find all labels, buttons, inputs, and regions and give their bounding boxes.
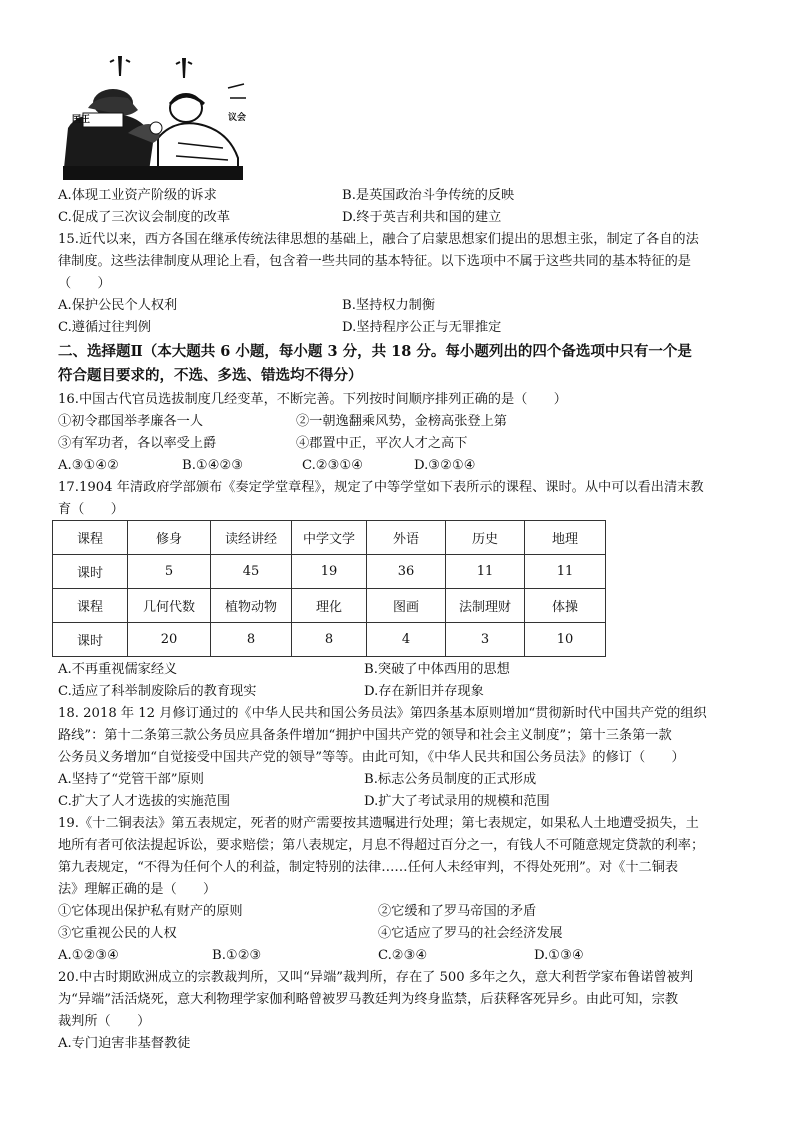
q17-option-d: D.存在新旧并存现象: [364, 684, 484, 699]
q14-option-a: A.体现工业资产阶级的诉求: [58, 188, 217, 203]
q16-option-a: A.③①④②: [58, 458, 120, 473]
q18-option-c: C.扩大了人才选拔的实施范围: [58, 794, 231, 809]
q17-option-c: C.适应了科举制废除后的教育现实: [58, 684, 257, 699]
q20-stem-line3: 裁判所（ ）: [58, 1014, 151, 1029]
table-cell: 理化: [292, 589, 367, 623]
q16-item-1: ①初令郡国举孝廉各一人: [58, 414, 204, 429]
table-cell: 图画: [367, 589, 446, 623]
table-cell: 课时: [53, 555, 128, 589]
q15-stem-line2: 律制度。这些法律制度从理论上看，包含着一些共同的基本特征。以下选项中不属于这些共同的基本特征的是: [58, 254, 691, 269]
q19-item-1: ①它体现出保护私有财产的原则: [58, 904, 243, 919]
q17-course-table: [52, 520, 606, 657]
q19-item-3: ③它重视公民的人权: [58, 926, 177, 941]
q14-option-d: D.终于英吉利共和国的建立: [342, 210, 502, 225]
q17-stem-line2: 育（ ）: [58, 502, 124, 517]
table-cell: 植物动物: [211, 589, 292, 623]
q14-option-c: C.促成了三次议会制度的改革: [58, 210, 231, 225]
table-row: [53, 521, 606, 555]
table-row: [53, 589, 606, 623]
q15-option-a: A.保护公民个人权利: [58, 298, 178, 313]
table-cell: 10: [525, 623, 606, 657]
q19-item-4: ④它适应了罗马的社会经济发展: [378, 926, 563, 941]
q20-option-a: A.专门迫害非基督教徒: [58, 1036, 191, 1051]
table-cell: 历史: [446, 521, 525, 555]
table-cell: 11: [525, 555, 606, 589]
table-cell: 课程: [53, 521, 128, 555]
table-cell: 体操: [525, 589, 606, 623]
q16-option-c: C.②③①④: [302, 458, 364, 473]
table-cell: 外语: [367, 521, 446, 555]
table-cell: 36: [367, 555, 446, 589]
cartoon-label-parliament: 议会: [228, 113, 247, 123]
q16-option-d: D.③②①④: [414, 458, 476, 473]
table-cell: 3: [446, 623, 525, 657]
table-cell: 几何代数: [128, 589, 211, 623]
table-cell: 11: [446, 555, 525, 589]
q19-option-c: C.②③④: [378, 948, 428, 963]
q15-stem-line3: （ ）: [58, 276, 111, 291]
table-cell: 4: [367, 623, 446, 657]
q17-stem-line1: 17.1904 年清政府学部颁布《奏定学堂章程》，规定了中等学堂如下表所示的课程、课时。从中可以看出清末教: [58, 480, 704, 495]
table-cell: 5: [128, 555, 211, 589]
table-cell: 8: [211, 623, 292, 657]
q16-item-4: ④郡置中正，平次人才之高下: [296, 436, 468, 451]
q20-stem-line2: 为“异端”活活烧死，意大利物理学家伽利略曾被罗马教廷判为终身监禁，后获释客死异乡。由此可知，宗教: [58, 992, 679, 1007]
q20-stem-line1: 20.中古时期欧洲成立的宗教裁判所，又叫“异端”裁判所，存在了 500 多年之久，意大利哲学家布鲁诺曾被判: [58, 970, 694, 985]
q18-option-b: B.标志公务员制度的正式形成: [364, 772, 537, 787]
table-cell: 19: [292, 555, 367, 589]
q15-option-c: C.遵循过往判例: [58, 320, 151, 335]
table-cell: 中学文学: [292, 521, 367, 555]
table-cell: 地理: [525, 521, 606, 555]
q18-option-a: A.坚持了“党管干部”原则: [58, 772, 204, 787]
q17-option-a: A.不再重视儒家经义: [58, 662, 178, 677]
q14-option-b: B.是英国政治斗争传统的反映: [342, 188, 515, 203]
q19-stem-line3: 第九表规定，“不得为任何个人的利益，制定特别的法律……任何人未经审判，不得处死刑”。对《十二铜表: [58, 860, 679, 875]
q18-stem-line2: 路线”：第十二条第三款公务员应具备条件增加“拥护中国共产党的领导和社会主义制度”；第十三条第一款: [58, 728, 672, 743]
table-row: [53, 623, 606, 657]
table-cell: 修身: [128, 521, 211, 555]
q16-option-b: B.①④②③: [182, 458, 244, 473]
q19-option-a: A.①②③④: [58, 948, 120, 963]
table-cell: 课时: [53, 623, 128, 657]
q15-option-b: B.坚持权力制衡: [342, 298, 436, 313]
q16-stem: 16.中国古代官员选拔制度几经变革，不断完善。下列按时间顺序排列正确的是（ ）: [58, 392, 567, 407]
q18-stem-line1: 18. 2018 年 12 月修订通过的《中华人民共和国公务员法》第四条基本原则增加“贯彻新时代中国共产党的组织: [58, 706, 707, 721]
q18-stem-line3: 公务员义务增加“自觉接受中国共产党的领导”等等。由此可知，《中华人民共和国公务员法》的修订（ ）: [58, 750, 685, 765]
q19-option-b: B.①②③: [212, 948, 262, 963]
table-row: [53, 555, 606, 589]
cartoon-label-king: 国王: [72, 115, 91, 125]
q15-stem-line1: 15.近代以来，西方各国在继承传统法律思想的基础上，融合了启蒙思想家们提出的思想主张，制定了各自的法: [58, 232, 699, 247]
q18-option-d: D.扩大了考试录用的规模和范围: [364, 794, 550, 809]
q15-option-d: D.坚持程序公正与无罪推定: [342, 320, 502, 335]
q19-stem-line1: 19.《十二铜表法》第五表规定，死者的财产需要按其遗嘱进行处理；第七表规定，如果私人土地遭受损失，土: [58, 816, 699, 831]
q16-item-2: ②一朝逸翻乘风势，金榜高张登上第: [296, 414, 507, 429]
q16-item-3: ③有军功者，各以率受上爵: [58, 436, 217, 451]
section2-heading-line2: 符合题目要求的，不选、多选、错选均不得分）: [58, 367, 363, 384]
table-cell: 20: [128, 623, 211, 657]
table-cell: 8: [292, 623, 367, 657]
q17-option-b: B.突破了中体西用的思想: [364, 662, 510, 677]
table-cell: 读经讲经: [211, 521, 292, 555]
section2-heading-line1: 二、选择题Ⅱ（本大题共 6 小题，每小题 3 分，共 18 分。每小题列出的四个备选项中只有一个是: [58, 343, 692, 360]
q19-stem-line4: 法》理解正确的是（ ）: [58, 882, 217, 897]
q19-item-2: ②它缓和了罗马帝国的矛盾: [378, 904, 537, 919]
table-cell: 法制理财: [446, 589, 525, 623]
table-cell: 45: [211, 555, 292, 589]
q19-option-d: D.①③④: [534, 948, 584, 963]
table-cell: 课程: [53, 589, 128, 623]
q19-stem-line2: 地所有者可依法提起诉讼，要求赔偿；第八表规定，月息不得超过百分之一，有钱人不可随意规定贷款的利率；: [58, 838, 705, 853]
